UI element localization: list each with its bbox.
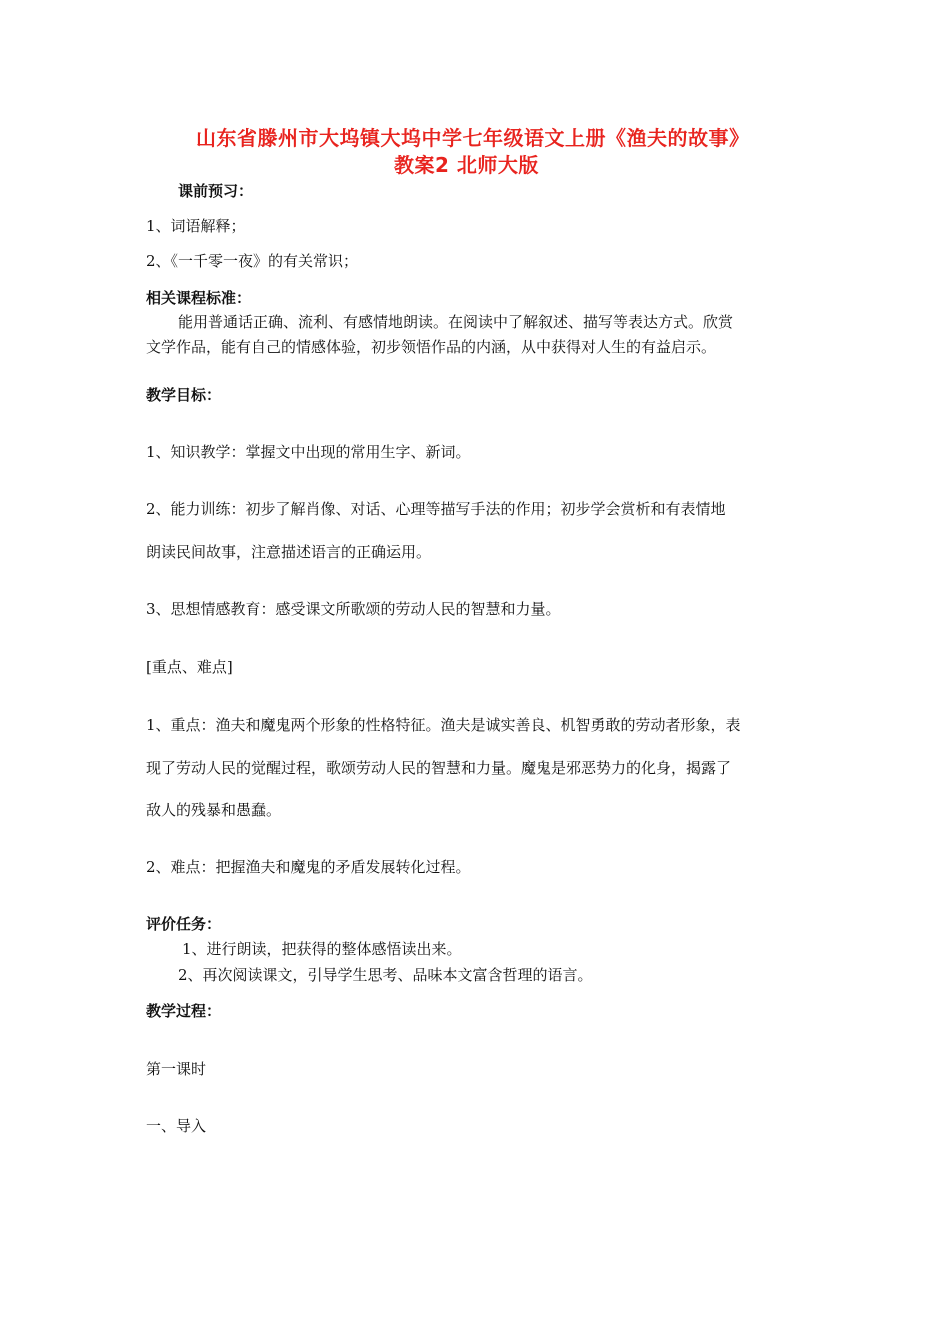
standards-paragraph-line2: 文学作品，能有自己的情感体验，初步领悟作品的内涵，从中获得对人生的有益启示。 xyxy=(146,338,717,356)
goals-item-2-line1: 2、能力训练：初步了解肖像、对话、心理等描写手法的作用；初步学会赏析和有表情地 xyxy=(146,500,726,518)
preview-item-2: 2、《一千零一夜》的有关常识； xyxy=(146,252,359,270)
key-point-2: 2、难点：把握渔夫和魔鬼的矛盾发展转化过程。 xyxy=(146,858,471,876)
goals-item-3: 3、思想情感教育：感受课文所歌颂的劳动人民的智慧和力量。 xyxy=(146,600,561,618)
evaluation-item-2: 2、再次阅读课文，引导学生思考、品味本文富含哲理的语言。 xyxy=(178,966,593,984)
process-heading: 教学过程： xyxy=(146,1002,222,1020)
standards-heading: 相关课程标准： xyxy=(146,289,252,307)
preview-heading: 课前预习： xyxy=(178,182,254,200)
standards-paragraph-line1: 能用普通话正确、流利、有感情地朗读。在阅读中了解叙述、描写等表达方式。欣赏 xyxy=(178,313,734,331)
key-point-1-line2: 现了劳动人民的觉醒过程，歌颂劳动人民的智慧和力量。魔鬼是邪恶势力的化身，揭露了 xyxy=(146,759,732,777)
lesson-label: 第一课时 xyxy=(146,1060,207,1078)
evaluation-heading: 评价任务： xyxy=(146,915,222,933)
document-title-line2: 教案2 北师大版 xyxy=(394,153,539,177)
key-point-1-line3: 敌人的残暴和愚蠢。 xyxy=(146,801,282,819)
document-title-line1: 山东省滕州市大坞镇大坞中学七年级语文上册《渔夫的故事》 xyxy=(196,126,750,150)
preview-item-1: 1、词语解释； xyxy=(146,217,246,235)
step-intro: 一、导入 xyxy=(146,1117,207,1135)
evaluation-item-1: 1、进行朗读，把获得的整体感悟读出来。 xyxy=(182,940,462,958)
goals-item-1: 1、知识教学：掌握文中出现的常用生字、新词。 xyxy=(146,443,471,461)
key-points-heading: [重点、难点] xyxy=(146,658,233,676)
goals-heading: 教学目标： xyxy=(146,386,222,404)
goals-item-2-line2: 朗读民间故事，注意描述语言的正确运用。 xyxy=(146,543,432,561)
key-point-1-line1: 1、重点：渔夫和魔鬼两个形象的性格特征。渔夫是诚实善良、机智勇敢的劳动者形象，表 xyxy=(146,716,741,734)
